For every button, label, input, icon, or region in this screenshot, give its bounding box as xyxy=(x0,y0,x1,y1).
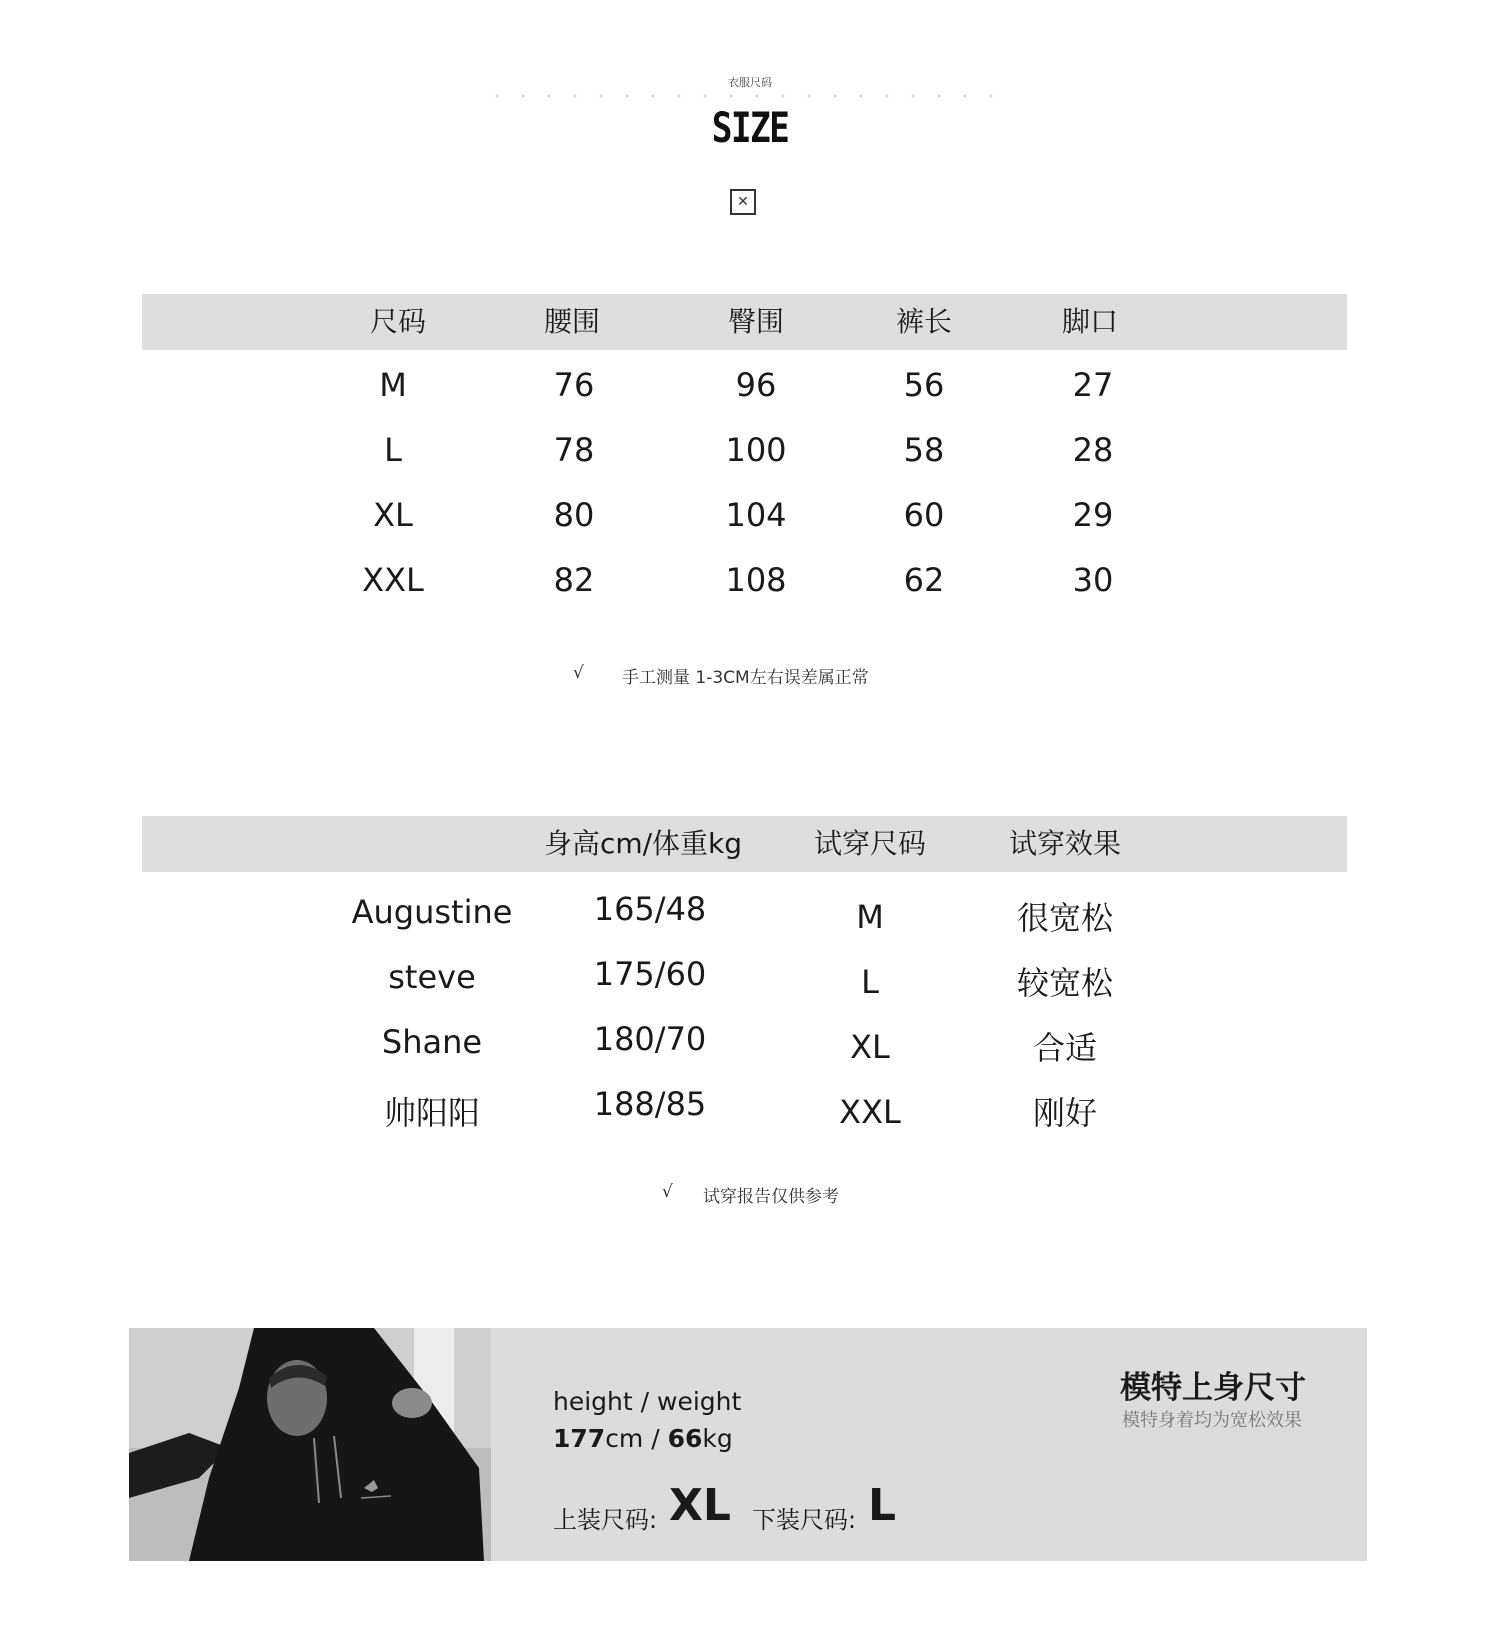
table-cell: 27 xyxy=(1072,366,1114,404)
col-header-hip: 臀围 xyxy=(727,305,784,338)
table-cell: 96 xyxy=(735,366,777,404)
model-section-title: 模特上身尺寸 xyxy=(1120,1370,1306,1406)
table-cell: 28 xyxy=(1072,431,1114,469)
table-cell: Shane xyxy=(381,1023,483,1061)
height-unit: cm / xyxy=(605,1424,668,1453)
height-weight-label: height / weight xyxy=(553,1387,742,1416)
measurement-note: 手工测量 1-3CM左右误差属正常 xyxy=(622,668,869,688)
fit-note: 试穿报告仅供参考 xyxy=(703,1187,839,1207)
table-cell: L xyxy=(384,431,402,469)
table-cell: 较宽松 xyxy=(1016,964,1113,1002)
check-icon: √ xyxy=(662,1182,673,1202)
table-cell: L xyxy=(861,963,879,1001)
col-header-trial-effect: 试穿效果 xyxy=(1008,827,1121,860)
table-cell: 29 xyxy=(1072,496,1114,534)
col-header-size: 尺码 xyxy=(369,305,426,338)
col-header-hem: 脚口 xyxy=(1061,305,1118,338)
table-cell: XXL xyxy=(839,1093,901,1131)
col-header-trial-size: 试穿尺码 xyxy=(813,827,926,860)
top-size-value: XL xyxy=(669,1480,731,1531)
bottom-size-label: 下装尺码: xyxy=(752,1506,857,1534)
page-title: SIZE xyxy=(711,103,789,152)
table-cell: 100 xyxy=(725,431,787,469)
table-cell: 60 xyxy=(903,496,945,534)
table-cell: 合适 xyxy=(1032,1029,1097,1067)
table-cell: 很宽松 xyxy=(1016,899,1113,937)
table-cell: 104 xyxy=(725,496,787,534)
table-cell: 175/60 xyxy=(593,955,707,993)
height-value: 177 xyxy=(553,1424,606,1453)
table-cell: 30 xyxy=(1072,561,1114,599)
bottom-size-value: L xyxy=(868,1480,897,1531)
table-cell: 刚好 xyxy=(1032,1094,1097,1132)
table-cell: 82 xyxy=(553,561,595,599)
table-cell: 78 xyxy=(553,431,595,469)
model-photo xyxy=(129,1328,491,1561)
table-cell: Augustine xyxy=(351,893,513,931)
check-icon: √ xyxy=(573,663,584,683)
table-cell: 180/70 xyxy=(593,1020,707,1058)
table-cell: 62 xyxy=(903,561,945,599)
subtitle: 衣服尺码 xyxy=(728,76,772,89)
table-cell: M xyxy=(856,898,884,936)
col-header-length: 裤长 xyxy=(895,305,952,338)
table-cell: 58 xyxy=(903,431,945,469)
table-cell: 80 xyxy=(553,496,595,534)
table-cell: 帅阳阳 xyxy=(383,1094,480,1132)
table-cell: 188/85 xyxy=(593,1085,707,1123)
close-icon[interactable]: ✕ xyxy=(730,189,756,215)
table-cell: 56 xyxy=(903,366,945,404)
table-cell: 165/48 xyxy=(593,890,707,928)
table-cell: XL xyxy=(850,1028,890,1066)
col-header-waist: 腰围 xyxy=(543,305,600,338)
height-weight-value xyxy=(553,1424,733,1453)
model-section-subtitle: 模特身着均为宽松效果 xyxy=(1122,1410,1302,1431)
table-cell: 76 xyxy=(553,366,595,404)
model-photo-illustration xyxy=(129,1328,491,1561)
table-cell: steve xyxy=(388,958,476,996)
table-cell: 108 xyxy=(725,561,787,599)
col-header-height-weight: 身高cm/体重kg xyxy=(543,827,743,860)
table-cell: XXL xyxy=(362,561,424,599)
weight-unit: kg xyxy=(702,1424,733,1453)
table-cell: M xyxy=(379,366,407,404)
top-size-label: 上装尺码: xyxy=(553,1506,658,1534)
weight-value: 66 xyxy=(667,1424,703,1453)
table-cell: XL xyxy=(373,496,413,534)
decorative-dots xyxy=(484,94,1014,98)
